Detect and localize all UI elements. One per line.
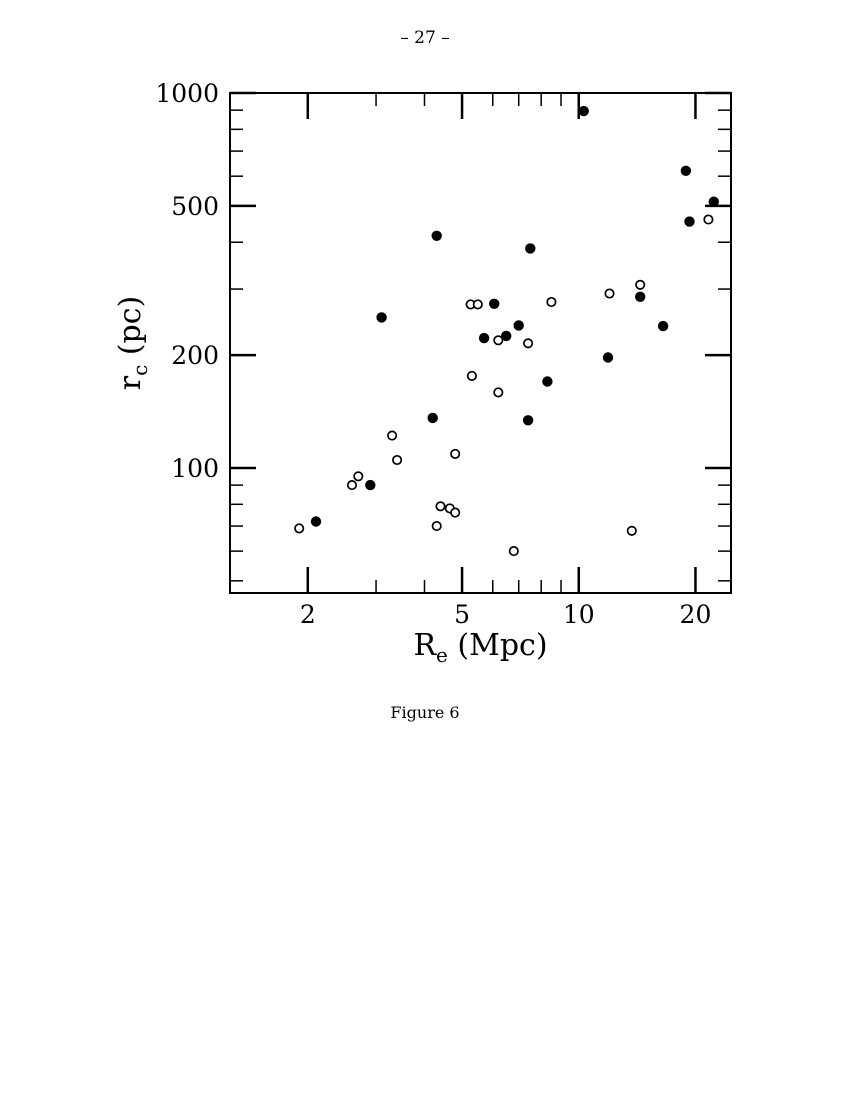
data-point-open bbox=[295, 524, 303, 532]
y-tick-label: 1000 bbox=[155, 79, 219, 108]
data-point-open bbox=[524, 339, 532, 347]
data-point-filled bbox=[479, 333, 489, 343]
data-point-filled bbox=[658, 321, 668, 331]
data-point-filled bbox=[428, 413, 438, 423]
plot-frame bbox=[230, 93, 731, 593]
data-point-filled bbox=[311, 516, 321, 526]
data-point-open bbox=[494, 388, 502, 396]
y-tick-label: 200 bbox=[171, 341, 219, 371]
data-point-filled bbox=[579, 106, 589, 116]
data-point-open bbox=[547, 298, 555, 306]
x-tick-label: 5 bbox=[454, 600, 471, 629]
y-tick-label: 100 bbox=[171, 453, 219, 483]
data-point-open bbox=[474, 300, 482, 308]
data-point-open bbox=[704, 215, 712, 223]
data-point-filled bbox=[514, 320, 524, 330]
data-point-open bbox=[605, 289, 613, 297]
data-point-open bbox=[433, 522, 441, 530]
data-point-open bbox=[468, 372, 476, 380]
data-point-open bbox=[451, 508, 459, 516]
data-point-open bbox=[393, 456, 401, 464]
data-point-filled bbox=[365, 480, 375, 490]
data-point-filled bbox=[542, 376, 552, 386]
data-point-open bbox=[436, 502, 444, 510]
y-tick-label: 500 bbox=[171, 191, 219, 221]
page-number: – 27 – bbox=[400, 28, 450, 48]
data-point-filled bbox=[684, 216, 694, 226]
data-point-filled bbox=[635, 292, 645, 302]
data-point-open bbox=[510, 547, 518, 555]
data-point-open bbox=[628, 527, 636, 535]
data-point-filled bbox=[432, 231, 442, 241]
data-point-filled bbox=[523, 415, 533, 425]
data-point-open bbox=[494, 336, 502, 344]
x-tick-label: 2 bbox=[299, 600, 316, 629]
data-point-open bbox=[451, 450, 459, 458]
figure-caption: Figure 6 bbox=[390, 703, 460, 722]
data-point-open bbox=[636, 281, 644, 289]
data-point-filled bbox=[525, 243, 535, 253]
y-axis-title: $r_c$ (pc) bbox=[113, 295, 152, 391]
data-point-open bbox=[354, 472, 362, 480]
data-point-filled bbox=[681, 166, 691, 176]
x-tick-label: 10 bbox=[562, 600, 595, 629]
data-point-open bbox=[348, 481, 356, 489]
x-tick-label: 20 bbox=[679, 600, 712, 629]
data-point-filled bbox=[376, 312, 386, 322]
data-point-filled bbox=[603, 352, 613, 362]
data-point-filled bbox=[709, 197, 719, 207]
x-axis-title: $R_e$ (Mpc) bbox=[413, 628, 548, 667]
data-point-filled bbox=[489, 299, 499, 309]
data-point-open bbox=[388, 431, 396, 439]
